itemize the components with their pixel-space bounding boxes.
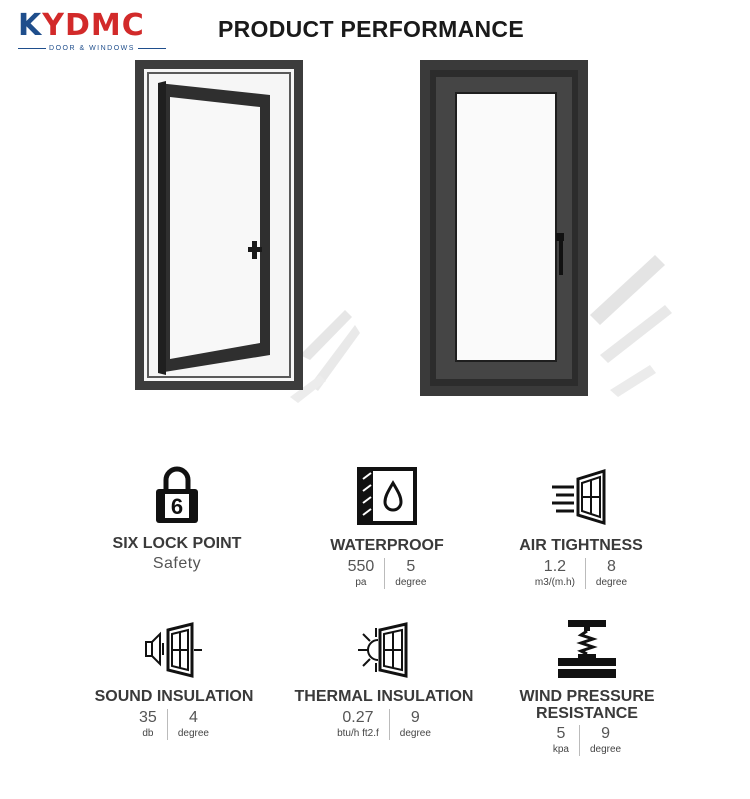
feature-subtitle: Safety (152, 555, 202, 572)
air-window-icon (546, 465, 616, 527)
value-item (579, 725, 631, 756)
feature-values (481, 558, 681, 589)
value-unit: degree (399, 728, 431, 739)
value-unit: m3/(m.h) (534, 577, 575, 588)
value-item (167, 709, 219, 740)
value-number: 0.27 (342, 709, 374, 726)
sound-window-icon (142, 620, 206, 680)
press-icon (552, 618, 622, 680)
value-item (543, 725, 579, 756)
value-number: 4 (188, 709, 198, 726)
feature-title: AIR TIGHTNESS (519, 537, 643, 554)
value-number: 8 (607, 558, 616, 575)
value-unit: degree (595, 577, 628, 588)
feature-waterproof (287, 465, 487, 589)
value-item (129, 709, 167, 740)
value-number: 550 (347, 558, 375, 575)
feature-values (284, 709, 484, 740)
feature-sound-insulation (74, 620, 274, 740)
value-number: 1.2 (543, 558, 567, 575)
value-item (327, 709, 389, 740)
value-number: 35 (139, 709, 157, 726)
lock-number: 6 (170, 494, 184, 519)
logo-letter-k: K (18, 8, 43, 43)
value-number: 9 (601, 725, 610, 742)
feature-title: WIND PRESSURE (519, 688, 655, 705)
value-item (525, 558, 585, 589)
feature-values (487, 725, 687, 756)
feature-title-line2: RESISTANCE (536, 705, 638, 722)
value-unit: degree (177, 728, 209, 739)
logo-tagline: DOOR & WINDOWS (18, 44, 166, 53)
sun-window-icon (352, 620, 416, 680)
feature-title: SOUND INSULATION (94, 688, 254, 705)
value-number: 9 (410, 709, 420, 726)
value-unit: btu/h ft2.f (337, 728, 379, 739)
feature-values (74, 709, 274, 740)
brand-logo (18, 10, 166, 56)
feature-thermal-insulation (284, 620, 484, 740)
feature-title: WATERPROOF (330, 537, 444, 554)
water-drop-icon (355, 465, 419, 527)
value-unit: degree (589, 744, 622, 755)
value-unit: degree (395, 577, 427, 588)
logo-wordmark (18, 10, 166, 42)
feature-values (287, 558, 487, 589)
value-unit: pa (355, 577, 367, 588)
value-item (585, 558, 637, 589)
feature-title: SIX LOCK POINT (112, 535, 242, 552)
value-number: 5 (406, 558, 416, 575)
page-title: PRODUCT PERFORMANCE (218, 16, 524, 42)
feature-title: THERMAL INSULATION (294, 688, 474, 705)
value-unit: kpa (552, 744, 569, 755)
open-casement-window-image (120, 55, 360, 405)
value-item (384, 558, 436, 589)
value-number: 5 (556, 725, 566, 742)
feature-six-lock-point (77, 465, 277, 573)
closed-casement-window-image (410, 55, 675, 405)
value-item (338, 558, 385, 589)
feature-wind-pressure-resistance (487, 618, 687, 756)
padlock-icon (147, 465, 207, 527)
logo-letters: YDMC (42, 8, 145, 43)
value-item (389, 709, 441, 740)
feature-air-tightness (481, 465, 681, 589)
value-unit: db (142, 728, 154, 739)
